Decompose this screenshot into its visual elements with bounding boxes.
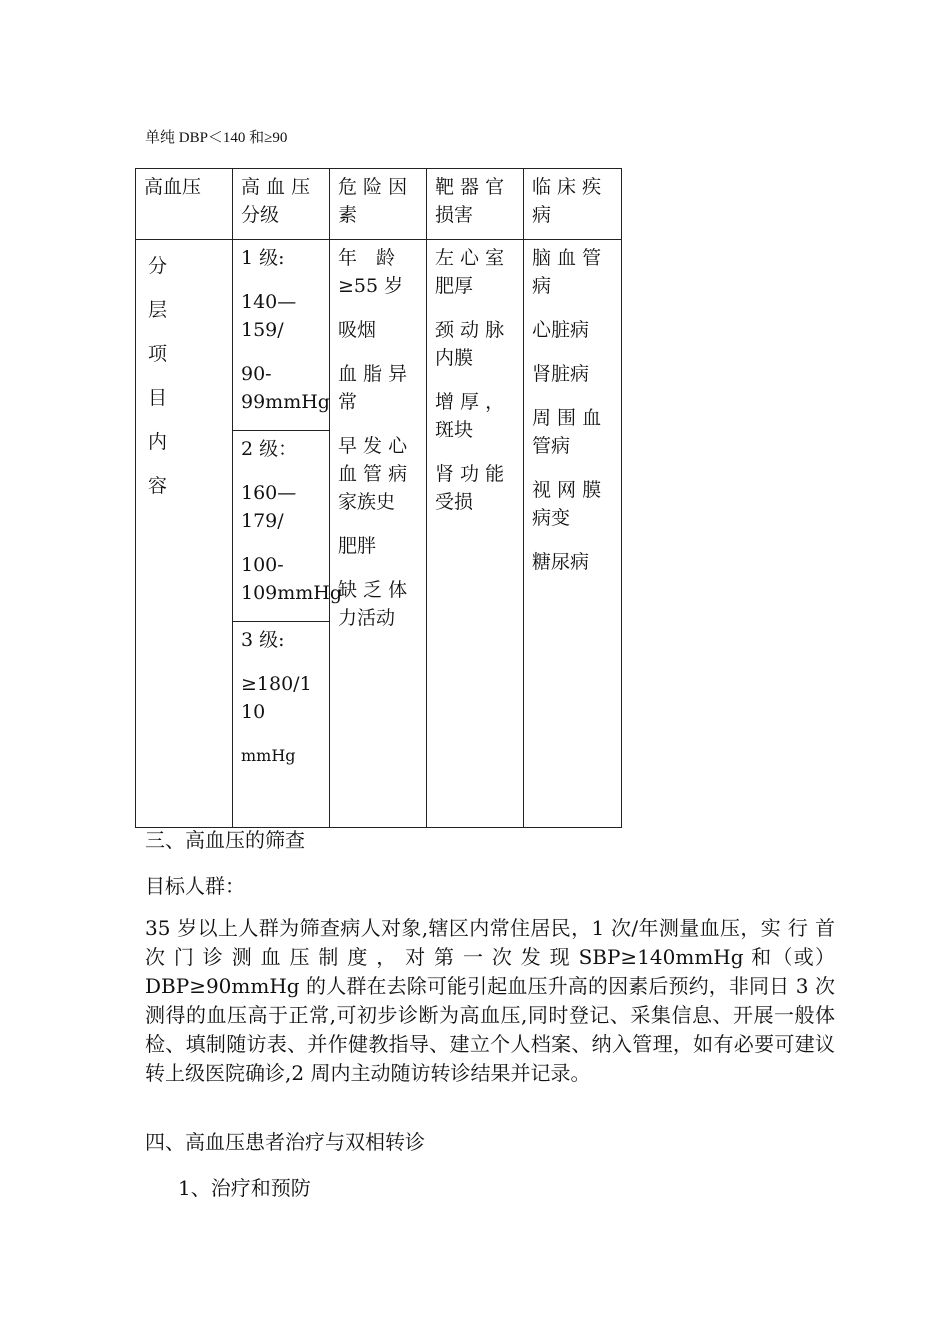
hypertension-stratification-table [135,168,622,828]
subsection-1-heading: 1、治疗和预防 [178,1176,311,1200]
row-label-char: 项 [148,343,168,365]
grade-1-cell [233,240,330,431]
risk-factor-item: 缺 乏 体 力活动 [338,579,408,629]
clinical-disease-item: 糖尿病 [532,551,590,573]
table-row-grade-1 [136,240,622,431]
grade-2-title: 2 级： [241,438,298,460]
section-3-heading: 三、高血压的筛查 [145,828,305,852]
screening-paragraph: 35 岁以上人群为筛查病人对象,辖区内常住居民，1 次/年测量血压，实 行 首 次 门 诊 测 血 压 制 度 ， 对 第 一 次 发 现 SBP≥140mmHg 和（或）DBP≥90mmHg 的人群在去除可能引起血压升高的因素后预约，非同日 3 次测得的血压高于正常,可初步诊断为高血压,同时登记、采集信息、开展一般体检、填制随访表、并作健教指导、建立个人档案、纳入管理，如有必要可建议转上级医院确诊,2 周内主动随访转诊结果并记录。 [145,916,835,1085]
header-risk-factors: 危 险 因 素 [330,169,427,240]
table-caption: 单纯 DBP＜140 和≥90 [145,130,288,146]
section-4-heading: 四、高血压患者治疗与双相转诊 [145,1130,425,1154]
grade-1-title: 1 级: [241,247,285,269]
row-label-cell [136,240,233,828]
risk-factor-item: 早 发 心 血 管 病 家族史 [338,435,408,513]
clinical-disease-item: 周 围 血 管病 [532,407,602,457]
clinical-disease-cell [524,240,622,828]
target-organ-cell [427,240,524,828]
risk-factor-item: 血 脂 异 常 [338,363,408,413]
target-population-label: 目标人群： [145,874,245,898]
row-label-char: 内 [148,431,168,453]
grade-2-range-dbp: 100-109mmHg [241,554,343,604]
grade-3-cell [233,622,330,828]
clinical-disease-item: 心脏病 [532,319,590,341]
target-organ-item: 增 厚 ， 斑块 [435,391,505,441]
row-label-char: 容 [148,475,168,497]
risk-factor-item: 吸烟 [338,319,377,341]
risk-factor-item: 年 龄≥55 岁 [338,247,404,297]
header-clinical-disease: 临 床 疾 病 [524,169,622,240]
grade-3-unit: mmHg [241,746,296,765]
risk-factor-item: 肥胖 [338,535,377,557]
row-label-char: 层 [148,299,168,321]
grade-2-cell [233,431,343,622]
grade-1-range-dbp: 90-99mmHg [241,363,330,413]
row-label-char: 分 [148,255,168,277]
risk-factors-cell [330,240,427,828]
grade-3-title: 3 级: [241,629,285,651]
clinical-disease-item: 脑 血 管 病 [532,247,602,297]
grade-3-range: ≥180/110 [241,673,312,723]
table-header-row [136,169,622,240]
grade-1-range: 140—159/ [241,291,297,341]
header-grade: 高 血 压 分级 [233,169,330,240]
target-organ-item: 肾 功 能 受损 [435,463,505,513]
grade-2-range: 160—179/ [241,482,297,532]
clinical-disease-item: 视 网 膜 病变 [532,479,602,529]
row-label-char: 目 [148,387,168,409]
clinical-disease-item: 肾脏病 [532,363,590,385]
header-target-organ: 靶 器 官 损害 [427,169,524,240]
target-organ-item: 左 心 室 肥厚 [435,247,505,297]
target-organ-item: 颈 动 脉 内膜 [435,319,505,369]
row-label-vertical [144,244,224,508]
header-hypertension: 高血压 [136,169,233,240]
